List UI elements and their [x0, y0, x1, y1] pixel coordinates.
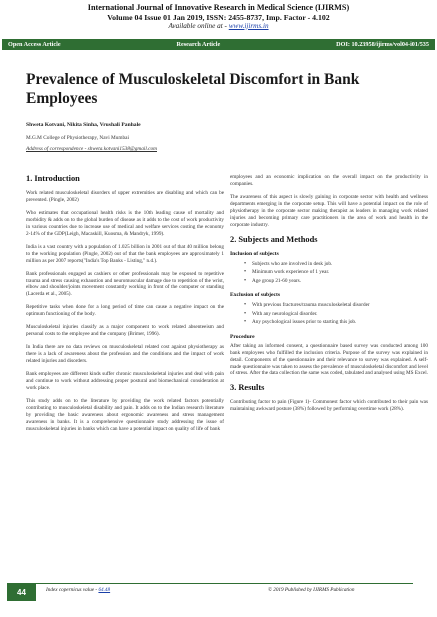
intro-paragraph: Bank employees are different kinds suffer chronic musculoskeletal injuries and deal with pain and continue to work without addressing proper postural and biomechanical consideration at work place. — [26, 371, 224, 391]
inclusion-heading: Inclusion of subjects — [230, 250, 279, 257]
affiliation: M.G.M College of Physiotherapy, Navi Mumbai — [26, 135, 129, 141]
intro-paragraph: This study adds on to the literature by providing the work related factors potentially contributing to musculoskeletal disability and pain. It adds on to the Indian research literature by providing the basic awareness about ergonomic awareness and stress management awareness in banks. It is a comprehensive questionnaire study addressing the issue of musculoskeletal injuries in banks which can have a potential impact on quality of life of bank — [26, 397, 224, 432]
footer-divider — [36, 583, 413, 584]
intro-paragraph: Musculoskeletal injuries classify as a major component to work related absenteeism and personal costs to the employee and the company (Brimer, 1996). — [26, 324, 224, 338]
exclusion-list — [244, 301, 428, 327]
open-access-label: Open Access Article — [8, 41, 61, 48]
copyright-notice: © 2019 Published by IJIRMS Publication — [268, 587, 355, 593]
volume-info: Volume 04 Issue 01 Jan 2019, ISSN: 2455-8737, Imp. Factor - 4.102 — [107, 12, 330, 22]
index-copernicus — [46, 587, 110, 593]
article-type-bar — [2, 39, 435, 50]
right-column — [230, 174, 428, 419]
intro-paragraph: Who estimates that occupational health risks is the 10th leading cause of mortality and morbidity & adds on to the global burden of disease as it adds to the cost of work productivity in various countries due to increase use of medical and welfare services costing the economy 2-14% of the GDP(Leigh, Macaskill, Kuosma, & Mandryk, 1999). — [26, 209, 224, 237]
section-heading-introduction: 1. Introduction — [26, 174, 80, 183]
list-item: • With previous fractures/trauma musculoskeletal disorder — [244, 301, 428, 310]
list-item: • Subjects who are involved in desk job. — [244, 260, 428, 269]
page-number: 44 — [7, 583, 36, 601]
list-item: • Any psychological issues prior to starting this job. — [244, 318, 428, 327]
list-item: • Age group 21-60 years. — [244, 277, 428, 286]
online-availability — [0, 22, 437, 31]
journal-header — [0, 3, 437, 31]
left-column — [26, 174, 224, 439]
intro-paragraph: Repetitive tasks when done for a long period of time can cause a negative impact on the optimum functioning of the body. — [26, 304, 224, 318]
paper-title: Prevalence of Musculoskeletal Discomfort in Bank Employees — [26, 71, 360, 107]
doi-label[interactable]: DOI: 10.23958/ijirms/vol04-i01/535 — [336, 41, 429, 48]
intro-paragraph: India is a vast country with a population of 1.025 billion in 2001 out of that 40 million belong to the working population (Pingle, 2002) out of that the bank employees are approximately 1 million as per 2007 reports("India's Top Banks - Listing," n.d.). — [26, 243, 224, 264]
section-heading-results: 3. Results — [230, 383, 265, 393]
list-item: • With any neurological disorder. — [244, 310, 428, 319]
exclusion-heading: Exclusion of subjects — [230, 292, 281, 299]
inclusion-list — [244, 260, 428, 286]
research-article-label: Research Article — [176, 41, 221, 48]
journal-name: International Journal of Innovative Research in Medical Science (IJIRMS) — [87, 3, 350, 12]
list-item: • Minimum work experience of 1 year. — [244, 268, 428, 277]
procedure-paragraph: After taking an informed consent, a questionnaire based survey was conducted among 100 bank employees who fulfilled the inclusion criteria. Purpose of the survey was explained in detail. Components of the questionnaire and their relevance to survey was explained. A self-made questionnaire was taken to assess the prevalence of musculoskeletal discomfort and level of stress. After the data collection the same was coded, tabulated and analysed using MS Excel. — [230, 342, 428, 377]
correspondence-email[interactable]: Address of correspondence - shweta.kotvani1538@gmail.com — [26, 146, 157, 152]
index-copernicus-link[interactable]: 64.48 — [98, 587, 111, 593]
section-heading-subjects-methods: 2. Subjects and Methods — [230, 234, 318, 244]
intro-paragraph: In India there are no data reviews on musculoskeletal related cost against physiotherapy as there is a lack of awareness about the profession and the conditions and the impact of work related injuries and disorders. — [26, 344, 224, 365]
intro-paragraph: Work related musculoskeletal disorders of upper extremities are disabling and which can be prevented. (Pingle, 2002) — [26, 190, 224, 203]
procedure-heading: Procedure — [230, 333, 255, 340]
journal-website-link[interactable]: www.ijirms.in — [228, 21, 269, 30]
intro-continuation-paragraph: employees and an economic implication on the overall impact on the productivity in companies. — [230, 174, 428, 187]
index-copernicus-label: Index copernicus value - — [46, 587, 99, 593]
intro-paragraph: Bank professionals engaged as cashiers or other professionals may be exposed to repetitive trauma and stress causing exhaustion and neuromuscular damage due to repetition of the wrist, elbow and shoulder/joints movement constantly working in front of the computer or standing (Lacerda et al., 2005). — [26, 270, 224, 298]
intro-continuation-paragraph: The awareness of this aspect is slowly gaining in corporate sector with health and wellness departments emerging in the corporate setup. This will have a potential impact on the role of physiotherapy in the corporate sector making therapist as leaders in managing work related injuries and becoming primary care practitioners in the area of work and health in the corporate industry. — [230, 193, 428, 228]
author-list: Shweta Kotvani, Nikita Sinha, Vrushali Panhale — [26, 122, 141, 128]
results-paragraph: Contributing factor to pain (Figure 1)- Commonest factor which contributed to their pain was maintaining awkward posture (38%) followed by performing overtime work (28%). — [230, 399, 428, 413]
online-prefix: Available online at - — [168, 21, 229, 30]
